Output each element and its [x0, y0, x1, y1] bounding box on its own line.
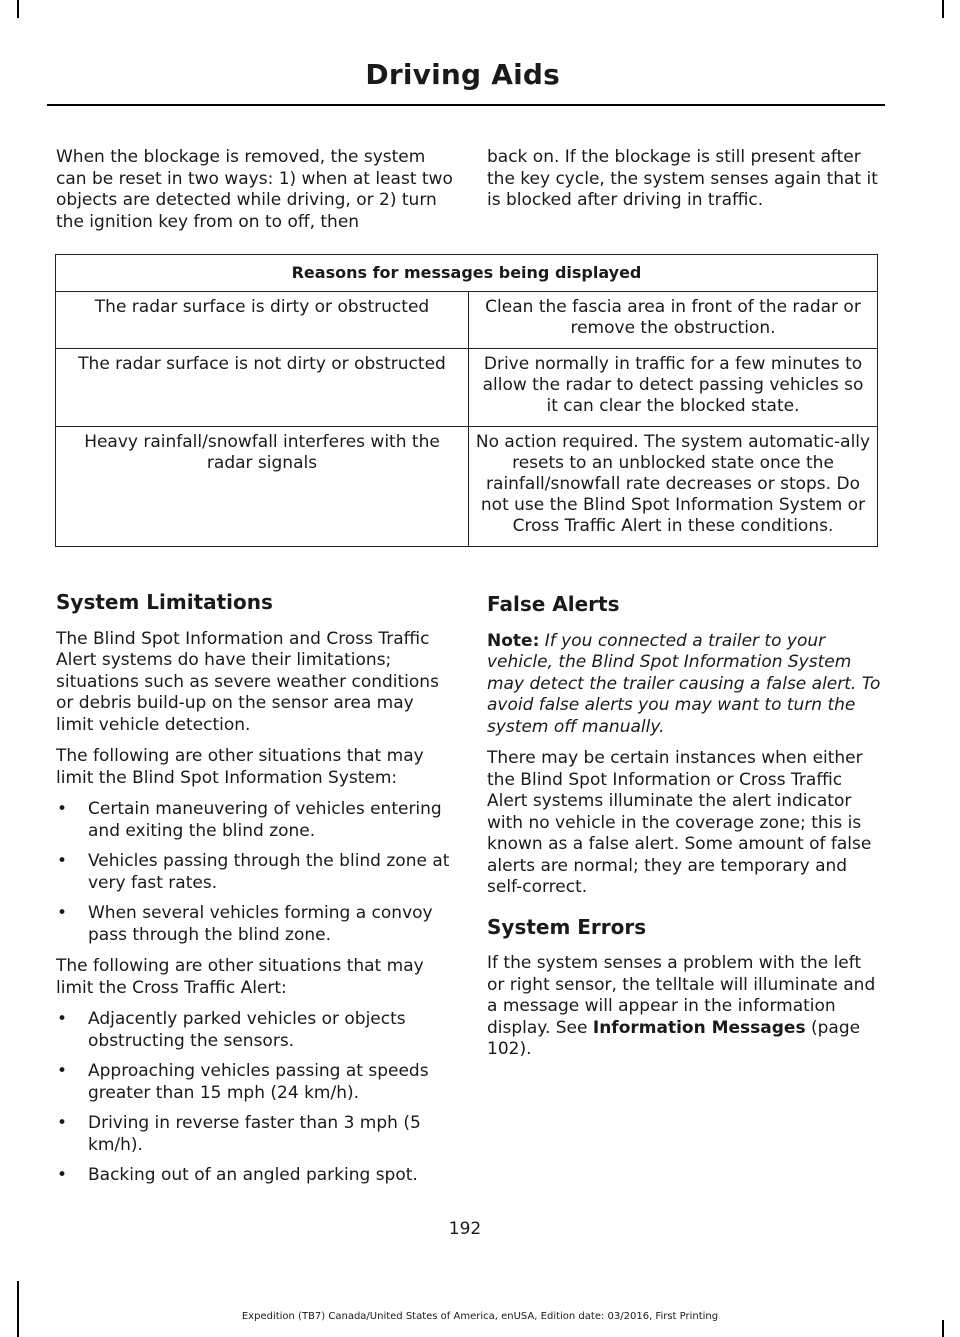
- table-header-row: [56, 255, 878, 292]
- action-cell: Clean the fascia area in front of the radar or remove the obstruction.: [469, 292, 878, 349]
- section-title-false-alerts: False Alerts: [487, 592, 620, 616]
- bsis-limitations-list: [56, 799, 451, 946]
- limitations-paragraph: The Blind Spot Information and Cross Traffic Alert systems do have their limitations; situations such as severe weather conditions or debris build-up on the sensor area may limit vehicle detection.: [56, 628, 439, 735]
- errors-text: If the system senses a problem with the left or right sensor, the telltale will illuminate and a message will appear in the information display. See: [487, 953, 876, 1038]
- note-paragraph: [487, 631, 882, 739]
- bullet-icon: •: [57, 1165, 68, 1185]
- list-item: • Vehicles passing through the blind zone at very fast rates.: [57, 851, 450, 893]
- reasons-table: [55, 254, 878, 547]
- crop-mark-bottom-left: [17, 1281, 19, 1337]
- bullet-icon: •: [57, 799, 68, 819]
- note-label: Note:: [487, 630, 540, 651]
- right-column: [487, 594, 882, 1071]
- false-alerts-paragraph: There may be certain instances when either the Blind Spot Information or Cross Traffic Alert systems illuminate the alert indicator with no vehicle in the coverage zone; this is known as a false alert. Some amount of false alerts are normal; they are temporary and self-correct.: [487, 748, 872, 897]
- list-item: • Certain maneuvering of vehicles entering and exiting the blind zone.: [57, 799, 442, 841]
- table-heading: Reasons for messages being displayed: [56, 255, 878, 292]
- section-title-system-errors: System Errors: [487, 914, 647, 939]
- list-item: • Driving in reverse faster than 3 mph (5 km/h).: [57, 1113, 421, 1155]
- list-item: • When several vehicles forming a convoy pass through the blind zone.: [57, 903, 433, 945]
- crop-mark-top-right: [942, 0, 944, 18]
- limitations-intro-cta: The following are other situations that may limit the Cross Traffic Alert:: [56, 956, 424, 998]
- errors-page-ref: (page 102).: [487, 1017, 861, 1059]
- intro-paragraph-left: When the blockage is removed, the system can be reset in two ways: 1) when at least two objects are detected while driving, or 2) turn the ignition key from on to off, then: [56, 147, 453, 232]
- information-messages-link[interactable]: Information Messages: [592, 1017, 806, 1038]
- reason-cell: The radar surface is not dirty or obstructed: [56, 349, 469, 427]
- bullet-icon: •: [57, 903, 68, 923]
- header-divider: [47, 104, 885, 106]
- system-errors-paragraph: [487, 953, 882, 1061]
- table-row: [56, 292, 878, 349]
- reason-cell: Heavy rainfall/snowfall interferes with the radar signals: [56, 427, 469, 547]
- table-row: [56, 349, 878, 427]
- bullet-icon: •: [57, 1113, 68, 1133]
- limitations-intro-bsis: The following are other situations that may limit the Blind Spot Information System:: [56, 746, 424, 788]
- action-cell: Drive normally in traffic for a few minutes to allow the radar to detect passing vehicles so it can clear the blocked state.: [469, 349, 878, 427]
- crop-mark-top-left: [17, 0, 19, 18]
- intro-paragraph-right: back on. If the blockage is still present after the key cycle, the system senses again that it is blocked after driving in traffic.: [487, 147, 878, 210]
- page-number: 192: [448, 1219, 482, 1239]
- bullet-icon: •: [57, 851, 68, 871]
- section-title-system-limitations: System Limitations: [56, 590, 273, 614]
- bullet-icon: •: [57, 1009, 68, 1029]
- reason-cell: The radar surface is dirty or obstructed: [56, 292, 469, 349]
- list-item: • Backing out of an angled parking spot.: [57, 1165, 418, 1185]
- page-title: Driving Aids: [365, 58, 560, 91]
- note-text: If you connected a trailer to your vehicle, the Blind Spot Information System may detect the trailer causing a false alert. To avoid false alerts you may want to turn the system off manually.: [487, 630, 881, 737]
- cta-limitations-list: [56, 1009, 451, 1187]
- list-item: • Approaching vehicles passing at speeds greater than 15 mph (24 km/h).: [57, 1061, 429, 1103]
- table-row: [56, 427, 878, 547]
- crop-mark-bottom-right: [942, 1320, 944, 1337]
- left-column: [56, 592, 451, 1197]
- list-item: • Adjacently parked vehicles or objects obstructing the sensors.: [57, 1009, 406, 1051]
- bullet-icon: •: [57, 1061, 68, 1081]
- action-cell: No action required. The system automatic-ally resets to an unblocked state once the rainfall/snowfall rate decreases or stops. Do not use the Blind Spot Information System or Cross Traffic Alert in these conditions.: [469, 427, 878, 547]
- footer-edition-info: Expedition (TB7) Canada/United States of America, enUSA, Edition date: 03/2016, First Printing: [241, 1311, 719, 1322]
